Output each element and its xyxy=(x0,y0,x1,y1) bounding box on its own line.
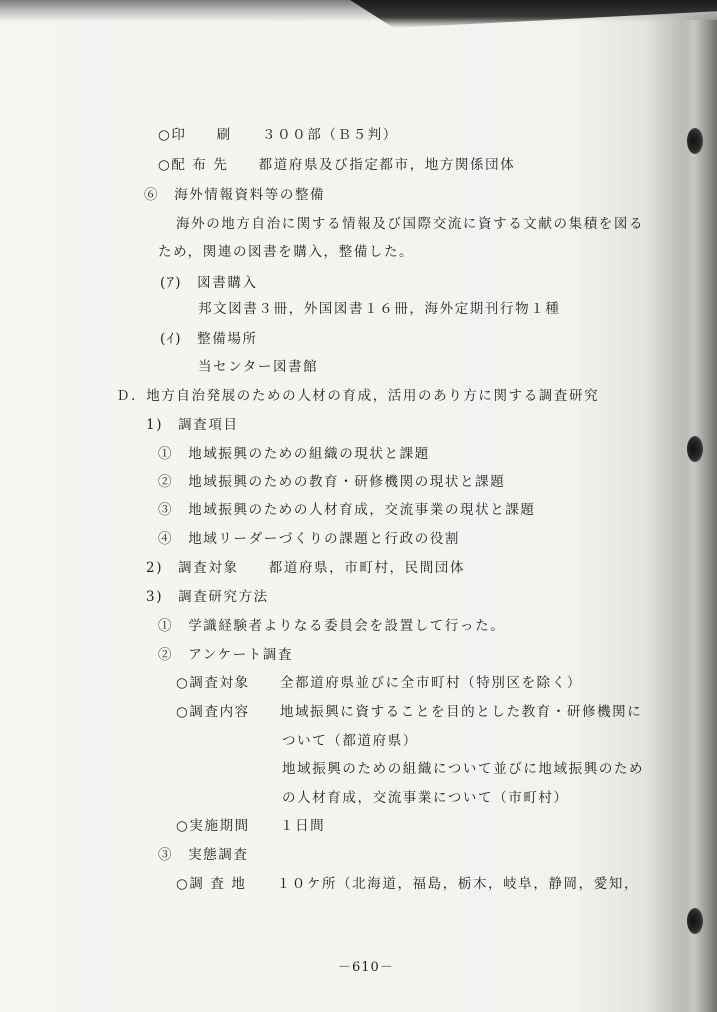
print-count-line: ○印 刷 ３００部（Ｂ５判） xyxy=(158,127,398,143)
list-item: ② 地域振興のための教育・研修機関の現状と課題 xyxy=(158,474,506,490)
paragraph-line: ため，関連の図書を購入，整備した。 xyxy=(158,244,415,260)
list-item: ③ 地域振興のための人材育成，交流事業の現状と課題 xyxy=(158,502,536,518)
scan-top-dark-edge xyxy=(350,0,717,28)
list-item: ② アンケート調査 xyxy=(158,647,294,663)
paragraph-line: ついて（都道府県） xyxy=(282,733,418,749)
paragraph-line: の人材育成，交流事業について（市町村） xyxy=(282,790,569,806)
paragraph-line: 地域振興のための組織について並びに地域振興のため xyxy=(282,761,645,777)
paragraph-line: 当センター図書館 xyxy=(198,359,319,375)
page-number: －610－ xyxy=(338,960,394,975)
paragraph-line: 邦文図書３冊，外国図書１６冊，海外定期刊行物１種 xyxy=(198,301,561,317)
subsection-heading: (ｲ) 整備場所 xyxy=(160,331,258,347)
binding-hole xyxy=(687,436,703,462)
section-heading: Ｄ．地方自治発展のための人材の育成，活用のあり方に関する調査研究 xyxy=(116,388,600,404)
survey-period-line: ○実施期間 １日間 xyxy=(176,818,326,834)
survey-target-line: ○調査対象 全都道府県並びに全市町村（特別区を除く） xyxy=(176,675,582,691)
list-heading: 1) 調査項目 xyxy=(146,417,239,433)
list-item: ④ 地域リーダーづくりの課題と行政の役割 xyxy=(158,531,460,547)
binding-hole xyxy=(687,908,703,934)
list-heading: 3) 調査研究方法 xyxy=(146,589,269,605)
list-heading: 2) 調査対象 都道府県，市町村，民間団体 xyxy=(146,560,466,576)
list-item: ① 地域振興のための組織の現状と課題 xyxy=(158,446,430,462)
section-heading: ⑥ 海外情報資料等の整備 xyxy=(144,187,326,203)
subsection-heading: (ｱ) 図書購入 xyxy=(160,275,258,291)
survey-location-line: ○調 査 地 １０ケ所（北海道，福島，栃木，岐阜，静岡，愛知， xyxy=(176,876,640,892)
survey-content-line: ○調査内容 地域振興に資することを目的とした教育・研修機関に xyxy=(176,704,643,720)
binding-spine-shadow xyxy=(681,20,717,1012)
list-item: ③ 実態調査 xyxy=(158,847,249,863)
paragraph-line: 海外の地方自治に関する情報及び国際交流に資する文献の集積を図る xyxy=(176,216,645,232)
distribution-line: ○配 布 先 都道府県及び指定都市，地方関係団体 xyxy=(158,157,516,173)
list-item: ① 学識経験者よりなる委員会を設置して行った。 xyxy=(158,618,506,634)
binding-hole xyxy=(687,128,703,154)
